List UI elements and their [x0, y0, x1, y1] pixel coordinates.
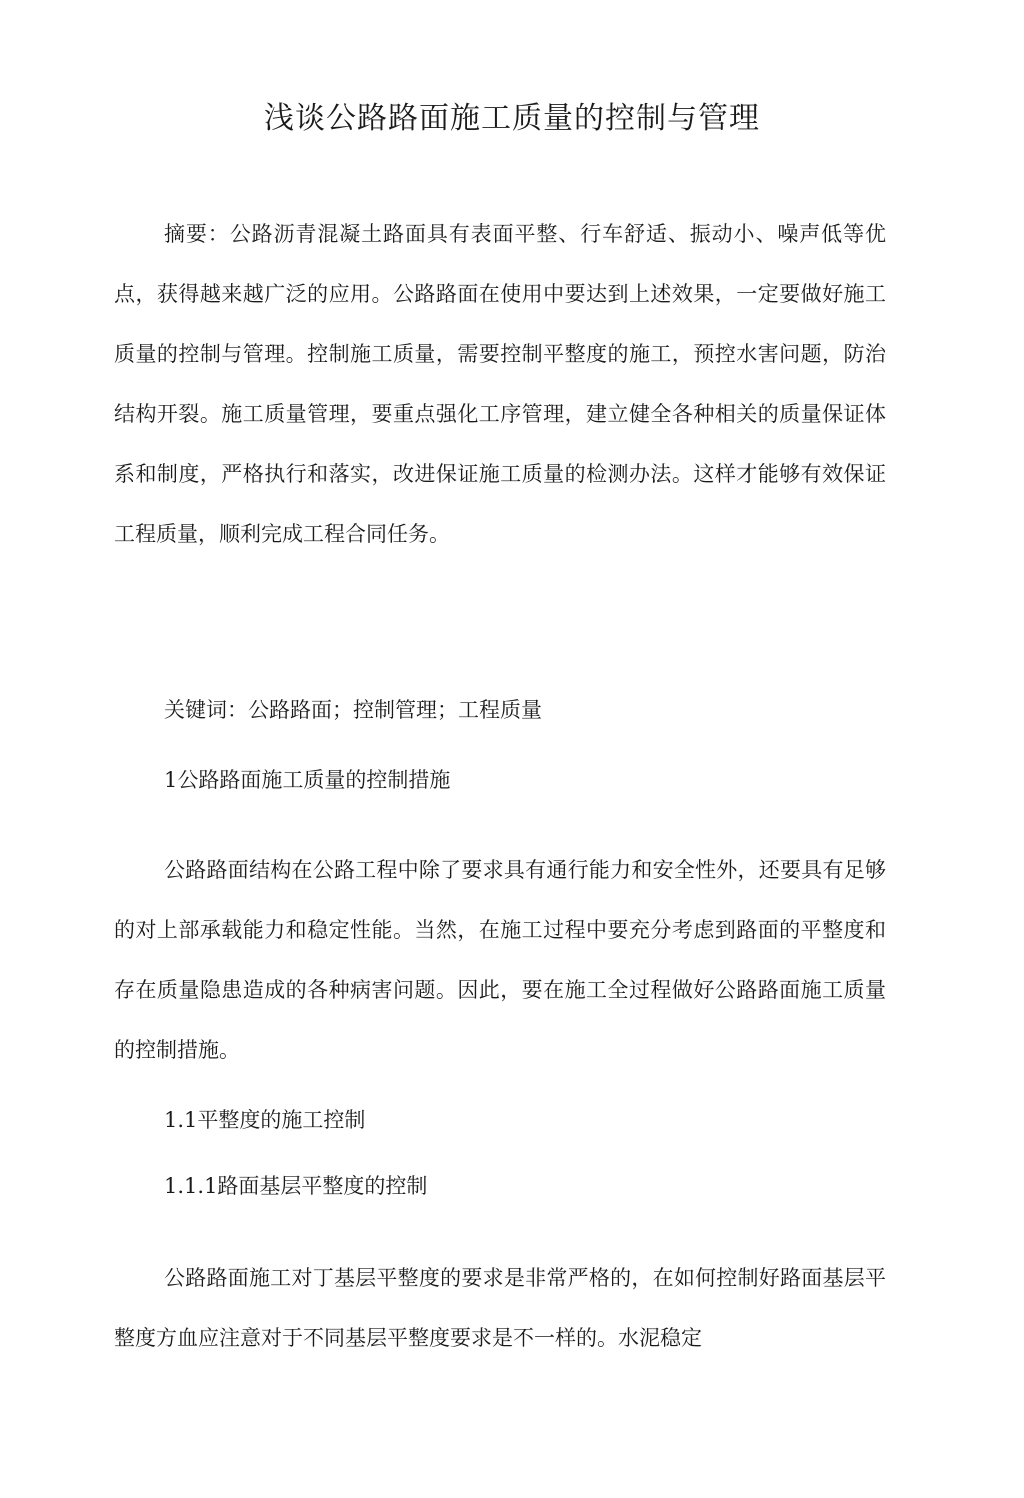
body-paragraph: 公路路面施工对丁基层平整度的要求是非常严格的，在如何控制好路面基层平整度方血应注意对于不同基层平整度要求是不一样的。水泥稳定	[114, 1266, 886, 1350]
body-paragraph: 公路路面结构在公路工程中除了要求具有通行能力和安全性外，还要具有足够的对上部承载能力和稳定性能。当然，在施工过程中要充分考虑到路面的平整度和存在质量隐患造成的各种病害问题。因此，要在施工全过程做好公路路面施工质量的控制措施。	[114, 858, 886, 1062]
subsubsection-heading: 1.1.1路面基层平整度的控制	[164, 1174, 428, 1198]
document-title: 浅谈公路路面施工质量的控制与管理	[264, 101, 760, 136]
subsection-heading: 1.1平整度的施工控制	[164, 1108, 366, 1132]
section-heading: 1公路路面施工质量的控制措施	[164, 768, 451, 792]
abstract-paragraph: 摘要：公路沥青混凝土路面具有表面平整、行车舒适、振动小、噪声低等优点，获得越来越广泛的应用。公路路面在使用中要达到上述效果，一定要做好施工质量的控制与管理。控制施工质量，需要控制平整度的施工，预控水害问题，防治结构开裂。施工质量管理，要重点强化工序管理，建立健全各种相关的质量保证体系和制度，严格执行和落实，改进保证施工质量的检测办法。这样才能够有效保证工程质量，顺利完成工程合同任务。	[114, 222, 886, 546]
keywords-line: 关键词：公路路面；控制管理；工程质量	[164, 698, 542, 722]
